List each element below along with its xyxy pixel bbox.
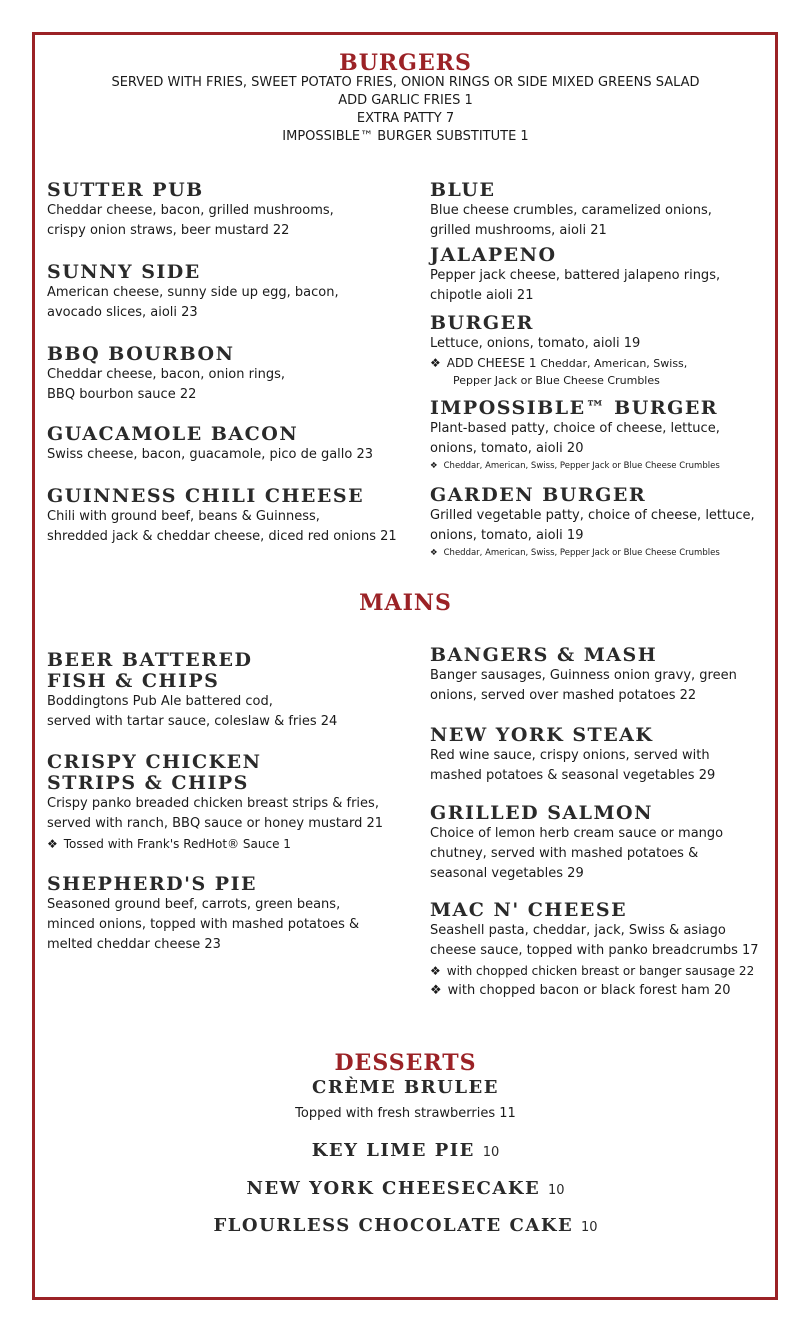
item-desc: Swiss cheese, bacon, guacamole, pico de gallo 23 xyxy=(47,447,374,462)
dessert-item xyxy=(0,1178,811,1199)
add-cheese-note xyxy=(430,354,687,373)
note-main: ADD CHEESE 1 xyxy=(446,356,537,370)
bullet-icon: ❖ xyxy=(430,548,438,558)
addon-note xyxy=(430,981,759,1001)
dessert-item xyxy=(0,1215,811,1236)
item-title: SHEPHERD'S PIE xyxy=(47,873,257,895)
burger-item xyxy=(47,344,285,405)
item-title: MAC N' CHEESE xyxy=(430,899,628,921)
item-title: GUACAMOLE BACON xyxy=(47,423,299,445)
item-title: CRISPY CHICKEN xyxy=(47,751,262,773)
item-desc: Plant-based patty, choice of cheese, lettuce, xyxy=(430,421,720,436)
item-title: BEER BATTERED xyxy=(47,649,253,671)
dessert-title: KEY LIME PIE xyxy=(311,1140,475,1161)
note-rest: Cheddar, American, Swiss, xyxy=(540,357,688,370)
item-desc: crispy onion straws, beer mustard 22 xyxy=(47,223,290,238)
item-desc: chutney, served with mashed potatoes & xyxy=(430,846,699,861)
cheese-options-note xyxy=(430,459,720,473)
item-desc: chipotle aioli 21 xyxy=(430,288,534,303)
item-desc: grilled mushrooms, aioli 21 xyxy=(430,223,607,238)
dessert-title: FLOURLESS CHOCOLATE CAKE xyxy=(213,1215,574,1236)
item-desc: melted cheddar cheese 23 xyxy=(47,937,221,952)
item-desc: served with ranch, BBQ sauce or honey mustard 21 xyxy=(47,816,384,831)
item-desc: Blue cheese crumbles, caramelized onions, xyxy=(430,203,712,218)
bullet-icon: ❖ xyxy=(430,983,442,998)
item-desc: Grilled vegetable patty, choice of cheese, lettuce, xyxy=(430,508,755,523)
item-title: FISH & CHIPS xyxy=(47,670,220,692)
item-desc: cheese sauce, topped with panko breadcrumbs 17 xyxy=(430,943,759,958)
main-item xyxy=(430,803,723,884)
main-item xyxy=(47,874,359,955)
burgers-impossible-sub: IMPOSSIBLE™ BURGER SUBSTITUTE 1 xyxy=(282,129,529,144)
item-title: SUNNY SIDE xyxy=(47,261,201,283)
note-text: with chopped chicken breast or banger sausage 22 xyxy=(446,964,755,978)
bullet-icon: ❖ xyxy=(430,964,441,978)
item-desc: Choice of lemon herb cream sauce or mango xyxy=(430,826,724,841)
main-item xyxy=(47,752,383,854)
item-desc: Chili with ground beef, beans & Guinness, xyxy=(47,509,320,524)
dessert-price: 10 xyxy=(580,1220,598,1235)
item-desc: onions, tomato, aioli 19 xyxy=(430,528,584,543)
bullet-icon: ❖ xyxy=(430,356,441,370)
burgers-garlic-fries: ADD GARLIC FRIES 1 xyxy=(338,93,473,108)
item-title: GUINNESS CHILI CHEESE xyxy=(47,485,365,507)
item-title: IMPOSSIBLE™ BURGER xyxy=(430,397,719,419)
dessert-price: 10 xyxy=(482,1145,500,1160)
item-title: BLUE xyxy=(430,179,496,201)
item-desc: Crispy panko breaded chicken breast strips & fries, xyxy=(47,796,379,811)
dessert-desc: Topped with fresh strawberries 11 xyxy=(295,1106,516,1121)
main-item xyxy=(430,725,715,786)
desserts-heading: DESSERTS xyxy=(334,1050,477,1076)
main-item xyxy=(430,645,737,706)
item-desc: avocado slices, aioli 23 xyxy=(47,305,198,320)
dessert-price: 10 xyxy=(547,1183,565,1198)
note-text: Cheddar, American, Swiss, Pepper Jack or Blue Cheese Crumbles xyxy=(443,548,720,558)
dessert-title: NEW YORK CHEESECAKE xyxy=(246,1178,541,1199)
bullet-icon: ❖ xyxy=(47,837,58,851)
item-desc: Lettuce, onions, tomato, aioli 19 xyxy=(430,336,641,351)
item-title: STRIPS & CHIPS xyxy=(47,772,249,794)
dessert-item xyxy=(0,1140,811,1161)
item-desc: BBQ bourbon sauce 22 xyxy=(47,387,197,402)
burger-item xyxy=(430,180,712,241)
item-title: GRILLED SALMON xyxy=(430,802,653,824)
item-desc: served with tartar sauce, coleslaw & fries 24 xyxy=(47,714,338,729)
burger-item xyxy=(430,313,687,389)
burgers-sides-line: SERVED WITH FRIES, SWEET POTATO FRIES, ONION RINGS OR SIDE MIXED GREENS SALAD xyxy=(111,75,700,90)
item-desc: Seashell pasta, cheddar, jack, Swiss & asiago xyxy=(430,923,726,938)
item-desc: Seasoned ground beef, carrots, green beans, xyxy=(47,897,341,912)
sauce-note xyxy=(47,834,383,854)
item-desc: Boddingtons Pub Ale battered cod, xyxy=(47,694,273,709)
burgers-heading: BURGERS xyxy=(339,50,472,76)
burger-item xyxy=(47,180,334,241)
note-text: Tossed with Frank's RedHot® Sauce 1 xyxy=(63,837,291,851)
burger-item xyxy=(47,486,397,547)
cheese-options-note xyxy=(430,546,755,560)
item-desc: Red wine sauce, crispy onions, served with xyxy=(430,748,710,763)
item-title: BANGERS & MASH xyxy=(430,644,658,666)
item-desc: Banger sausages, Guinness onion gravy, green xyxy=(430,668,737,683)
add-cheese-note-line2: Pepper Jack or Blue Cheese Crumbles xyxy=(453,374,660,387)
note-text: Cheddar, American, Swiss, Pepper Jack or Blue Cheese Crumbles xyxy=(443,461,720,471)
item-desc: Cheddar cheese, bacon, grilled mushrooms, xyxy=(47,203,334,218)
burger-item xyxy=(47,262,339,323)
item-desc: seasonal vegetables 29 xyxy=(430,866,584,881)
dessert-title: CRÈME BRULEE xyxy=(312,1077,499,1098)
item-desc: onions, tomato, aioli 20 xyxy=(430,441,584,456)
item-desc: American cheese, sunny side up egg, bacon, xyxy=(47,285,339,300)
mains-heading: MAINS xyxy=(359,590,452,616)
main-item xyxy=(430,900,759,1001)
item-title: NEW YORK STEAK xyxy=(430,724,654,746)
item-desc: Cheddar cheese, bacon, onion rings, xyxy=(47,367,285,382)
item-desc: shredded jack & cheddar cheese, diced red onions 21 xyxy=(47,529,397,544)
burgers-extra-patty: EXTRA PATTY 7 xyxy=(356,111,455,126)
item-desc: Pepper jack cheese, battered jalapeno rings, xyxy=(430,268,721,283)
item-title: JALAPENO xyxy=(430,244,557,266)
addon-note xyxy=(430,961,759,981)
item-desc: onions, served over mashed potatoes 22 xyxy=(430,688,697,703)
item-desc: mashed potatoes & seasonal vegetables 29 xyxy=(430,768,716,783)
item-title: BBQ BOURBON xyxy=(47,343,235,365)
item-desc: minced onions, topped with mashed potatoes & xyxy=(47,917,360,932)
item-title: BURGER xyxy=(430,312,534,334)
burger-item xyxy=(430,398,720,473)
burger-item xyxy=(430,485,755,560)
burger-item xyxy=(47,424,373,465)
bullet-icon: ❖ xyxy=(430,461,438,471)
item-title: SUTTER PUB xyxy=(47,179,204,201)
note-text: with chopped bacon or black forest ham 20 xyxy=(447,983,731,998)
burger-item xyxy=(430,245,720,306)
item-title: GARDEN BURGER xyxy=(430,484,647,506)
main-item xyxy=(47,650,337,732)
